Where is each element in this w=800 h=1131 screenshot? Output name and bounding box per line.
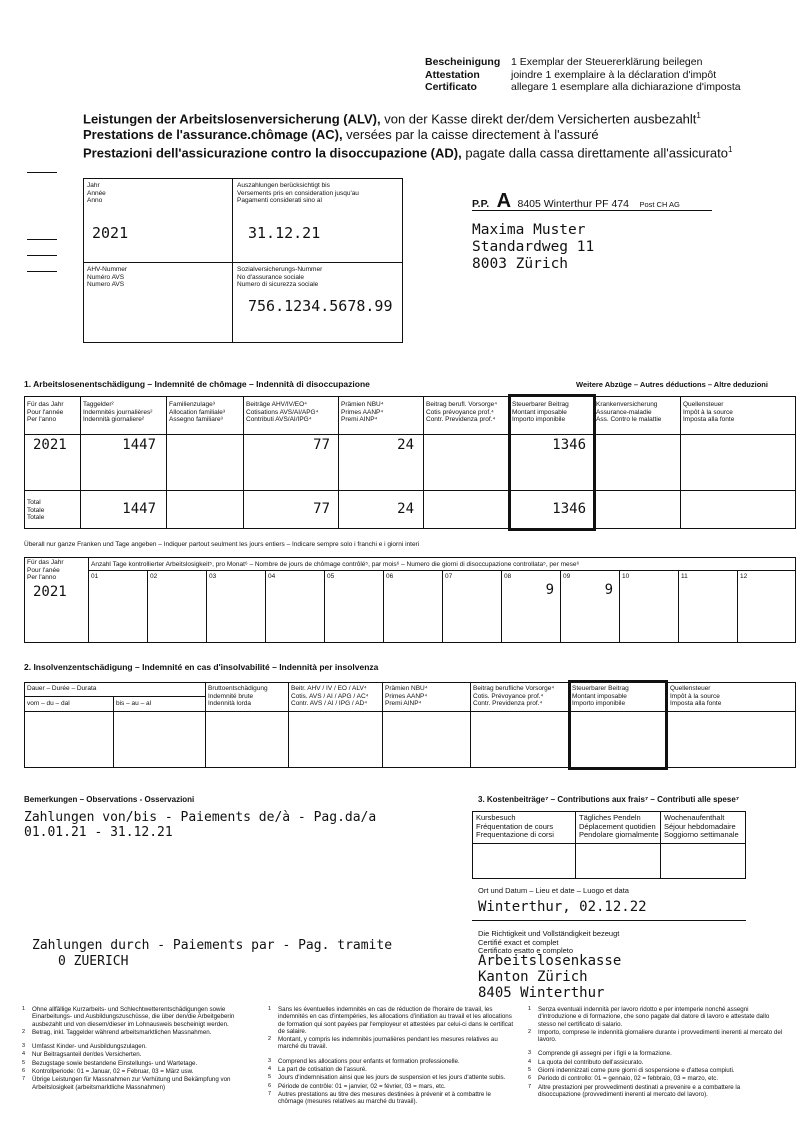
footnote-number: 7 bbox=[268, 1090, 272, 1097]
recipient-city: 8003 Zürich bbox=[472, 256, 569, 272]
s1-row-ahv: 77 bbox=[313, 437, 330, 453]
table-rule bbox=[24, 696, 205, 697]
fold-mark bbox=[27, 172, 57, 173]
issuer-line-1: Arbeitslosenkasse bbox=[478, 953, 622, 969]
ahv-label: AHV-Nummer Numéro AVS Numero AVS bbox=[87, 266, 128, 288]
title-fr-bold: Prestations de l'assurance.chômage (AC), bbox=[83, 126, 343, 142]
table-rule bbox=[568, 680, 571, 770]
footnote-text: La quota del contributo dell'assicurato. bbox=[538, 1058, 644, 1066]
month-divider bbox=[383, 570, 384, 643]
s1-row-nbu: 24 bbox=[397, 437, 414, 453]
s1-header-nbu: Prämien NBU⁴ Primes AANP⁴ Premi AINP⁴ bbox=[341, 401, 384, 423]
s1-header-daily: Taggelder² Indemnités journalières² Indennità giornaliere² bbox=[83, 401, 153, 423]
certificate-label-fr: Attestation bbox=[425, 68, 480, 81]
days-year-value: 2021 bbox=[33, 584, 67, 600]
footnotes-de bbox=[22, 1006, 262, 1092]
month-divider bbox=[678, 570, 679, 643]
footnote-number: 7 bbox=[22, 1076, 26, 1083]
place-date-label: Ort und Datum – Lieu et date – Luogo et data bbox=[478, 886, 629, 895]
recipient-street: Standardweg 11 bbox=[472, 239, 595, 255]
section2-title: 2. Insolvenzentschädigung – Indemnité en cas d'insolvabilité – Indennità per insolvenza bbox=[24, 662, 379, 672]
month-label: 01 bbox=[91, 573, 99, 580]
table-rule bbox=[660, 811, 661, 879]
footnote-text: Jours d'indemnisation ainsi que les jours de suspension et les jours d'attente subis. bbox=[278, 1074, 506, 1082]
footnote-number: 4 bbox=[268, 1066, 272, 1073]
s1-total-daily: 1447 bbox=[122, 501, 156, 517]
footnote-number: 6 bbox=[22, 1068, 26, 1075]
table-rule bbox=[665, 680, 668, 770]
title-it-rest: pagate dalla cassa direttamente all'assicurato bbox=[461, 145, 728, 161]
month-label: 09 bbox=[563, 573, 571, 580]
footnote bbox=[268, 1074, 518, 1081]
title-de-bold: Leistungen der Arbeitslosenversicherung (ALV), bbox=[83, 111, 381, 127]
table-rule bbox=[243, 396, 244, 529]
s1-row-year: 2021 bbox=[33, 437, 67, 453]
s2-header-nbu: Prämien NBU⁴ Primes AANP⁴ Premi AINP⁴ bbox=[385, 685, 428, 707]
year-label: Jahr Année Anno bbox=[87, 182, 106, 204]
table-rule bbox=[575, 811, 576, 879]
s2-to-label: bis – au – al bbox=[116, 700, 152, 707]
footnote-text: Altre prestazioni per provvedimenti destinati a prevenire e a combattere la disoccupazione (provvedimenti inerenti al mercato del lavoro). bbox=[538, 1083, 741, 1098]
month-label: 12 bbox=[740, 573, 748, 580]
table-rule bbox=[508, 394, 511, 531]
month-label: 10 bbox=[622, 573, 630, 580]
s2-header-gross: Bruttoentschädigung Indemnité brute Indennità lorda bbox=[208, 685, 268, 707]
s1-header-family: Familienzulage³ Allocation familiale³ Assegno familiare³ bbox=[169, 401, 225, 423]
s1-header-pension: Beitrag berufl. Vorsorge⁴ Cotis prévoyance prof.⁴ Contr. Previdenza prof.⁴ bbox=[426, 401, 498, 423]
footnote-text: Senza eventuali indennità per lavoro ridotto e per intemperie nonché assegni d'introduzione e di formazione, che sono pagate dal datore di lavoro e attestate dallo stesso nel certificato di salario. bbox=[538, 1006, 770, 1028]
footnote bbox=[268, 1091, 518, 1106]
month-divider bbox=[737, 570, 738, 643]
table-rule bbox=[680, 396, 681, 529]
footnote-text: Importo, comprese le indennità giornaliere durante i provvedimenti inerenti al mercato del lavoro. bbox=[538, 1028, 783, 1044]
table-rule bbox=[472, 843, 746, 844]
s2-duration-label: Dauer – Durée – Durata bbox=[27, 685, 97, 692]
s2-header-taxable: Steuerbarer Beitrag Montant imposable Importo imponibile bbox=[572, 685, 629, 707]
footnote-text: Période de contrôle: 01 = janvier, 02 = février, 03 = mars, etc. bbox=[278, 1082, 446, 1090]
s1-total-nbu: 24 bbox=[397, 501, 414, 517]
footnote bbox=[528, 1075, 783, 1082]
payment-line2: 0 ZUERICH bbox=[58, 954, 129, 969]
ssn-label: Sozialversicherungs-Nummer No d'assurance sociale Numero di sicurezza sociale bbox=[237, 266, 323, 288]
table-rule bbox=[423, 396, 424, 529]
s3-header-commute: Tägliches Pendeln Déplacement quotidien Pendolare giornalmente bbox=[579, 813, 659, 839]
payments-label: Auszahlungen berücksichtigt bis Versements pris en consideration jusqu'au Pagamenti considerati sino al bbox=[237, 182, 359, 204]
s2-header-source-tax: Quellensteuer Impôt à la source Imposta alla fonte bbox=[670, 685, 722, 707]
remarks-line2: 01.01.21 - 31.12.21 bbox=[24, 825, 173, 840]
place-date-value: Winterthur, 02.12.22 bbox=[478, 899, 647, 915]
table-rule bbox=[508, 394, 596, 397]
footnote-text: Giorni indennizzati come pure giorni di sospensione e d'attesa compiuti. bbox=[538, 1067, 735, 1075]
s1-header-taxable: Steuerbarer Beitrag Montant imposable Importo imponibile bbox=[512, 401, 569, 423]
fold-mark bbox=[27, 239, 57, 240]
table-rule bbox=[113, 696, 114, 768]
certificate-text-it: allegare 1 esemplare alla dichiarazione d'imposta bbox=[511, 81, 741, 93]
footnote bbox=[268, 1083, 518, 1090]
footnote-text: Sans les éventuelles indemnités en cas de réduction de l'horaire de travail, les indemnités en cas d'intempéries, les allocations d'initiation au travail et les allocations de formation qui sont payées par l'employeur et attestées par celui-ci dans le certificat de salaire. bbox=[278, 1006, 514, 1035]
document-title bbox=[83, 108, 732, 161]
footnote-number: 5 bbox=[22, 1059, 26, 1066]
month-divider bbox=[501, 570, 502, 643]
s1-header-source-tax: Quellensteuer Impôt à la source Imposta alla fonte bbox=[683, 401, 735, 423]
title-it-bold: Prestazioni dell'assicurazione contro la disoccupazione (AD), bbox=[83, 145, 462, 161]
title-de-rest: von der Kasse direkt der/dem Versicherten ausbezahlt bbox=[380, 111, 697, 127]
id-box-divider bbox=[83, 262, 403, 263]
footnote bbox=[22, 1060, 262, 1067]
s1-header-year: Für das Jahr Pour l'année Per l'anno bbox=[27, 401, 64, 423]
footnote-number: 3 bbox=[22, 1043, 26, 1050]
footnote-text: Comprend les allocations pour enfants et formation professionelle. bbox=[278, 1057, 460, 1065]
footnotes-it bbox=[528, 1006, 783, 1099]
table-rule bbox=[508, 528, 596, 531]
issuer-line-2: Kanton Zürich bbox=[478, 969, 588, 985]
title-de-sup: 1 bbox=[696, 111, 701, 120]
month-divider bbox=[560, 570, 561, 643]
s3-header-weekly: Wochenaufenthalt Séjour hebdomadaire Soggiorno settimanale bbox=[664, 813, 739, 839]
month-divider bbox=[619, 570, 620, 643]
footnote-number: 4 bbox=[528, 1058, 532, 1065]
footnote-text: Übrige Leistungen für Massnahmen zur Verhütung und Bekämpfung von Arbeitslosigkeit (arbeitsmarktliche Massnahmen) bbox=[32, 1076, 231, 1091]
s2-header-ahv: Beitr. AHV / IV / EO / ALV⁴ Cotis. AVS / AI / APG / AC⁴ Contr. AVS / AI / IPG / AD⁴ bbox=[291, 685, 369, 707]
month-divider bbox=[324, 570, 325, 643]
fold-mark bbox=[27, 255, 57, 256]
id-box-divider bbox=[232, 178, 233, 343]
footnote-text: Montant, y compris les indemnités journalières pendant les mesures relatives au marché du travail. bbox=[278, 1036, 498, 1051]
month-days-value: 9 bbox=[604, 582, 613, 598]
footnote-text: Autres prestations au titre des mesures destinées à prévenir et à combattre le chômage (mesures relatives au marché du travail). bbox=[278, 1090, 491, 1106]
deductions-title: Weitere Abzüge – Autres déductions – Altre deduzioni bbox=[576, 380, 768, 389]
month-divider bbox=[265, 570, 266, 643]
footnote-text: Kontrollperiode: 01 = Januar, 02 = Februar, 03 = März usw. bbox=[32, 1068, 194, 1076]
month-label: 04 bbox=[268, 573, 276, 580]
pp-place: 8405 Winterthur PF 474 bbox=[517, 198, 629, 210]
issuer-block bbox=[478, 953, 621, 1001]
certificate-text-de: 1 Exemplar der Steuererklärung beilegen bbox=[511, 56, 703, 68]
rounding-note: Überall nur ganze Franken und Tage angeben – Indiquer partout seulment les jours entiers – Indicare sempre solo i franchi e i giorni interi bbox=[24, 541, 420, 548]
section3-title: 3. Kostenbeiträge⁷ – Contributions aux frais⁷ – Contributi alle spese⁷ bbox=[478, 795, 740, 804]
pp-line bbox=[472, 190, 712, 211]
month-divider bbox=[147, 570, 148, 643]
table-rule bbox=[382, 682, 383, 768]
days-year-label: Für das Jahr Pour l'anée Per l'anno bbox=[27, 559, 64, 581]
month-label: 02 bbox=[150, 573, 158, 580]
s1-total-label: Total Totale Totale bbox=[27, 499, 45, 521]
month-label: 08 bbox=[504, 573, 512, 580]
month-label: 06 bbox=[386, 573, 394, 580]
s2-from-label: vom – du – dal bbox=[27, 700, 70, 707]
footnote-text: Periodo di controllo: 01 = gennaio, 02 = febbraio, 03 = marzo, etc. bbox=[538, 1075, 719, 1083]
footnote bbox=[22, 1068, 262, 1075]
footnote-text: Nur Beitragsanteil der/des Versicherten. bbox=[32, 1051, 142, 1059]
title-fr-rest: versées par la caisse directement à l'assuré bbox=[342, 126, 599, 142]
recipient-name: Maxima Muster bbox=[472, 222, 586, 238]
fold-mark bbox=[27, 271, 57, 272]
table-rule bbox=[568, 680, 668, 683]
footnote bbox=[528, 1084, 783, 1099]
footnote bbox=[528, 1006, 783, 1028]
table-rule bbox=[338, 396, 339, 529]
footnote-number: 6 bbox=[268, 1082, 272, 1089]
payments-value: 31.12.21 bbox=[248, 224, 321, 242]
footnote-number: 7 bbox=[528, 1083, 532, 1090]
table-rule bbox=[568, 767, 668, 770]
footnote-number: 2 bbox=[528, 1028, 532, 1035]
recipient-address bbox=[472, 222, 594, 273]
footnote bbox=[22, 1006, 262, 1028]
payment-line1: Zahlungen durch - Paiements par - Pag. tramite bbox=[32, 938, 393, 953]
month-label: 11 bbox=[681, 573, 688, 580]
footnote bbox=[268, 1006, 518, 1035]
footnote-text: Umfasst Kinder- und Ausbildungszulagen. bbox=[32, 1043, 147, 1051]
footnote bbox=[528, 1050, 783, 1057]
s1-total-taxable: 1346 bbox=[552, 501, 586, 517]
footnote-number: 1 bbox=[268, 1006, 272, 1012]
footnote-number: 1 bbox=[22, 1006, 26, 1012]
footnote-text: Comprende gli assegni per i figli e la formazione. bbox=[538, 1050, 672, 1058]
footnote-number: 3 bbox=[268, 1057, 272, 1064]
pp-letter: A bbox=[496, 190, 512, 212]
footnote-number: 5 bbox=[268, 1074, 272, 1081]
remarks-line1: Zahlungen von/bis - Paiements de/à - Pag.da/a bbox=[24, 810, 377, 825]
footnote bbox=[268, 1066, 518, 1073]
table-rule bbox=[24, 711, 796, 712]
s1-row-taxable: 1346 bbox=[552, 437, 586, 453]
s1-total-ahv: 77 bbox=[313, 501, 330, 517]
footnote-text: Ohne allfällige Kurzarbeits- und Schlechtwetterentschädigungen sowie Einarbeitungs- und Ausbildungszuschüsse, die über den/die Arbeitgeberin ausbezahlt und von diesem/dieser im Lohnausweis bescheinigt werden. bbox=[32, 1006, 235, 1028]
remarks-title: Bemerkungen – Observations - Osservazioni bbox=[24, 795, 195, 804]
footnote bbox=[528, 1029, 783, 1044]
month-label: 03 bbox=[209, 573, 217, 580]
month-divider bbox=[442, 570, 443, 643]
footnote-number: 3 bbox=[528, 1050, 532, 1057]
footnote bbox=[528, 1059, 783, 1066]
table-rule bbox=[166, 396, 167, 529]
footnote bbox=[268, 1058, 518, 1065]
s1-header-health: Krankenversicherung Assurance-maladie Ass. Contro le malattie bbox=[596, 401, 662, 423]
s2-header-pension: Beitrag berufliche Vorsorge⁴ Cotis. Prévoyance prof.⁴ Contr. Previdenza prof.⁴ bbox=[473, 685, 555, 707]
certificate-label-de: Bescheinigung bbox=[425, 56, 501, 68]
footnote-text: La part de cotisation de l'assuré. bbox=[278, 1066, 367, 1074]
footnote bbox=[22, 1051, 262, 1058]
pp-label: P.P. bbox=[472, 198, 490, 210]
certificate-label-it: Certificato bbox=[425, 81, 477, 93]
days-header: Anzahl Tage kontrollierter Arbeitslosigkeit⁵, pro Monat⁶ – Nombre de jours de chômage contrôlé⁵, par mois⁶ – Numero die giorni di disoccupazione controllata⁵, per mese⁶ bbox=[91, 561, 580, 568]
section1-title: 1. Arbeitslosenentschädigung – Indemnité de chômage – Indennità di disoccupazione bbox=[24, 379, 370, 389]
footnote-number: 2 bbox=[22, 1028, 26, 1035]
s1-header-ahv: Beiträge AHV/IV/EO⁴ Cotisations AVS/AI/APG⁴ Contributi AVS/AI/IPG⁴ bbox=[246, 401, 319, 423]
correctness-label: Die Richtigkeit und Vollständigkeit bezeugt Certifié exact et complet Certificato esatto e completo bbox=[478, 929, 620, 955]
footnote bbox=[268, 1036, 518, 1051]
table-rule bbox=[288, 682, 289, 768]
table-rule bbox=[205, 682, 206, 768]
footnote-number: 4 bbox=[22, 1051, 26, 1058]
s3-header-courses: Kursbesuch Fréquentation de cours Frequentazione di corsi bbox=[476, 813, 554, 839]
post-label: Post CH AG bbox=[639, 200, 680, 209]
footnote bbox=[22, 1043, 262, 1050]
footnote bbox=[22, 1029, 262, 1036]
footnotes-fr bbox=[268, 1006, 518, 1107]
month-days-value: 9 bbox=[545, 582, 554, 598]
month-label: 05 bbox=[327, 573, 335, 580]
s1-row-daily: 1447 bbox=[122, 437, 156, 453]
footnote-number: 1 bbox=[528, 1006, 532, 1012]
footnote bbox=[22, 1076, 262, 1091]
table-rule bbox=[470, 682, 471, 768]
footnote-number: 2 bbox=[268, 1036, 272, 1043]
footnote bbox=[528, 1067, 783, 1074]
footnote-number: 5 bbox=[528, 1067, 532, 1074]
footnote-number: 6 bbox=[528, 1075, 532, 1082]
year-value: 2021 bbox=[92, 224, 129, 242]
issuer-line-3: 8405 Winterthur bbox=[478, 985, 605, 1001]
signature-rule bbox=[472, 920, 746, 921]
footnote-text: Betrag, inkl. Taggelder während arbeitsmarktlichen Massnahmen. bbox=[32, 1028, 212, 1036]
footnote-text: Bezugstage sowie bestandene Einstellungs- und Wartetage. bbox=[32, 1059, 198, 1067]
table-rule bbox=[80, 396, 81, 529]
certificate-text-fr: joindre 1 exemplaire à la déclaration d'impôt bbox=[511, 68, 717, 81]
ssn-value: 756.1234.5678.99 bbox=[248, 297, 393, 315]
title-it-sup: 1 bbox=[727, 145, 733, 155]
month-divider bbox=[206, 570, 207, 643]
month-label: 07 bbox=[445, 573, 453, 580]
